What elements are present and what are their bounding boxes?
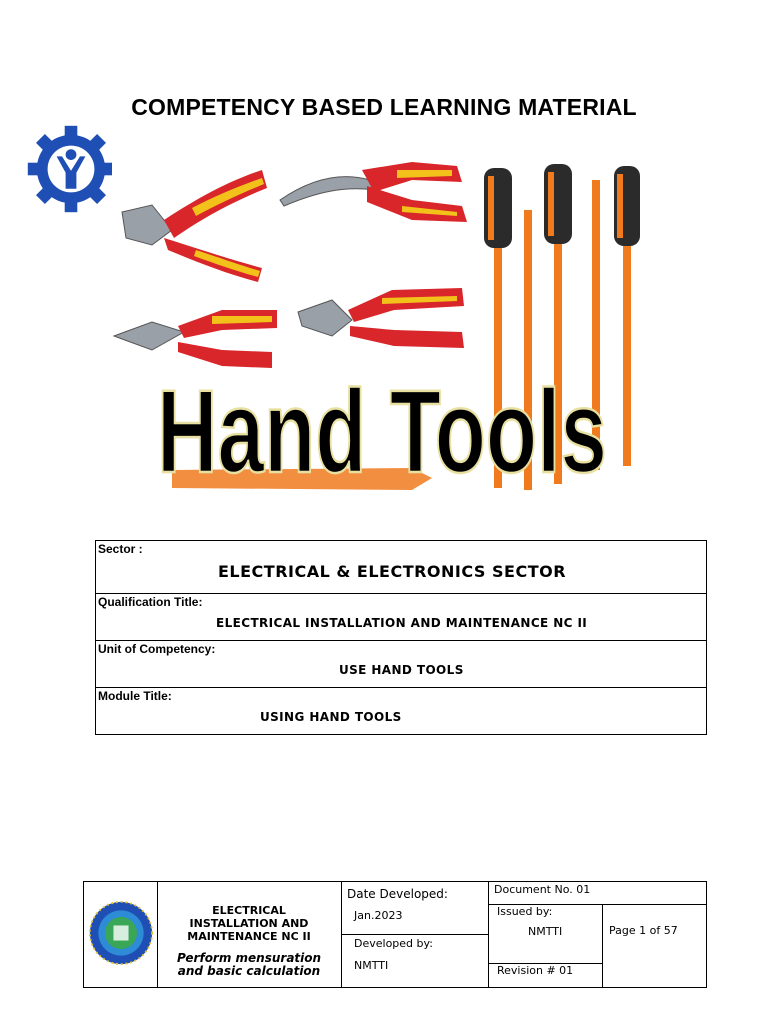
footer-subtitle-line1: Perform mensuration	[176, 951, 322, 965]
unit-value: USE HAND TOOLS	[339, 663, 464, 677]
tesda-logo-icon	[26, 124, 116, 214]
page-number: Page 1 of 57	[609, 924, 678, 937]
module-label: Module Title:	[98, 689, 172, 703]
sector-label: Sector :	[98, 542, 143, 556]
institution-seal-icon	[88, 900, 154, 966]
hand-tools-banner: Hand Tools	[157, 366, 607, 498]
issued-by-label: Issued by:	[497, 905, 553, 918]
developed-by-value: NMTTI	[354, 959, 389, 972]
document-number: Document No. 01	[494, 883, 591, 896]
qualification-row	[96, 594, 707, 641]
sector-value: ELECTRICAL & ELECTRONICS SECTOR	[218, 562, 567, 581]
sector-row	[96, 541, 707, 594]
qualification-label: Qualification Title:	[98, 595, 203, 609]
footer-qual-line1: ELECTRICAL	[212, 904, 286, 917]
document-control-footer	[83, 881, 707, 988]
revision-number: Revision # 01	[497, 964, 574, 977]
unit-row	[96, 641, 707, 688]
footer-qual-line3: MAINTENANCE NC II	[187, 930, 311, 943]
hand-tools-collage-image	[112, 150, 652, 520]
module-info-table	[95, 540, 707, 735]
issued-by-value: NMTTI	[528, 925, 563, 938]
date-developed-label: Date Developed:	[347, 887, 448, 901]
qualification-value: ELECTRICAL INSTALLATION AND MAINTENANCE NC II	[216, 616, 588, 630]
document-title: COMPETENCY BASED LEARNING MATERIAL	[131, 94, 637, 120]
developed-by-label: Developed by:	[354, 937, 433, 950]
date-developed-value: Jan.2023	[354, 909, 403, 922]
footer-qual-line2: INSTALLATION AND	[189, 917, 309, 930]
footer-subtitle-line2: and basic calculation	[177, 964, 321, 978]
module-value: USING HAND TOOLS	[260, 710, 402, 724]
unit-label: Unit of Competency:	[98, 642, 216, 656]
module-row	[96, 688, 707, 735]
